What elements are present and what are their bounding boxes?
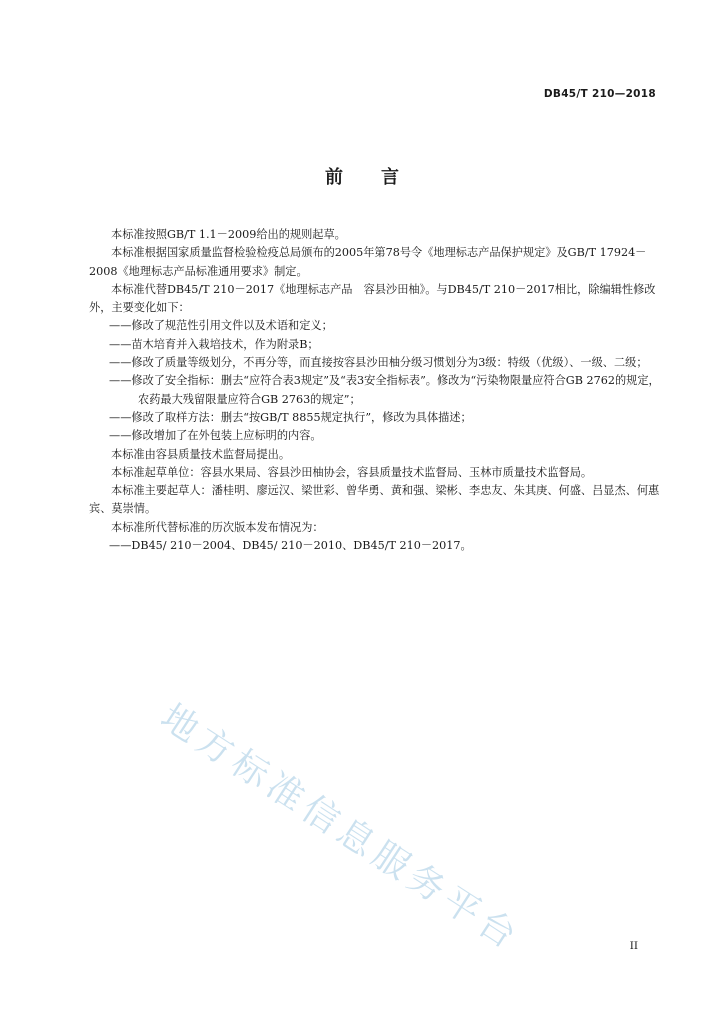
history-item: ——DB45/ 210－2004、DB45/ 210－2010、DB45/T 210－2017。 <box>109 539 472 553</box>
paragraph-proposer: 本标准由容县质量技术监督局提出。 <box>111 447 291 461</box>
paragraph-drafting-units: 本标准起草单位：容县水果局、容县沙田柚协会，容县质量技术监督局、玉林市质量技术监督局。 <box>111 465 593 479</box>
change-item: ——修改增加了在外包装上应标明的内容。 <box>109 429 322 443</box>
paragraph-drafting-rules: 本标准按照GB/T 1.1－2009给出的规则起草。 <box>111 228 346 241</box>
paragraph-drafters: 本标准主要起草人：潘桂明、廖远汉、梁世彩、曾华勇、黄和强、梁彬、李忠友、朱其庚、何盛、吕显杰、何惠宾、莫崇情。 <box>89 484 660 516</box>
paragraph-basis: 本标准根据国家质量监督检验检疫总局颁布的2005年第78号令《地理标志产品保护规定》及GB/T 17924－2008《地理标志产品标准通用要求》制定。 <box>89 246 647 278</box>
paragraph-history-intro: 本标准所代替标准的历次版本发布情况为： <box>111 520 324 534</box>
change-item: ——修改了规范性引用文件以及术语和定义； <box>109 319 333 333</box>
page-number: II <box>629 940 638 952</box>
paragraph-replaces: 本标准代替DB45/T 210－2017《地理标志产品 容县沙田柚》。与DB45/T 210－2017相比，除编辑性修改外，主要变化如下： <box>89 282 656 315</box>
change-item: ——修改了取样方法：删去“按GB/T 8855规定执行”，修改为具体描述； <box>109 410 472 424</box>
change-item: ——苗木培育并入栽培技术，作为附录B； <box>109 337 319 351</box>
change-item: ——修改了质量等级划分，不再分等，而直接按容县沙田柚分级习惯划分为3级：特级（优级）、一级、二级； <box>109 356 648 370</box>
document-code: DB45/T 210—2018 <box>543 88 656 100</box>
change-item: ——修改了安全指标：删去“应符合表3规定”及“表3安全指标表”。修改为“污染物限量应符合GB 2762的规定，农药最大残留限量应符合GB 2763的规定”； <box>109 374 660 406</box>
watermark: 地方标准信息服务平台 <box>153 696 528 960</box>
foreword-body <box>89 226 661 555</box>
page-title: 前言 <box>325 167 437 188</box>
